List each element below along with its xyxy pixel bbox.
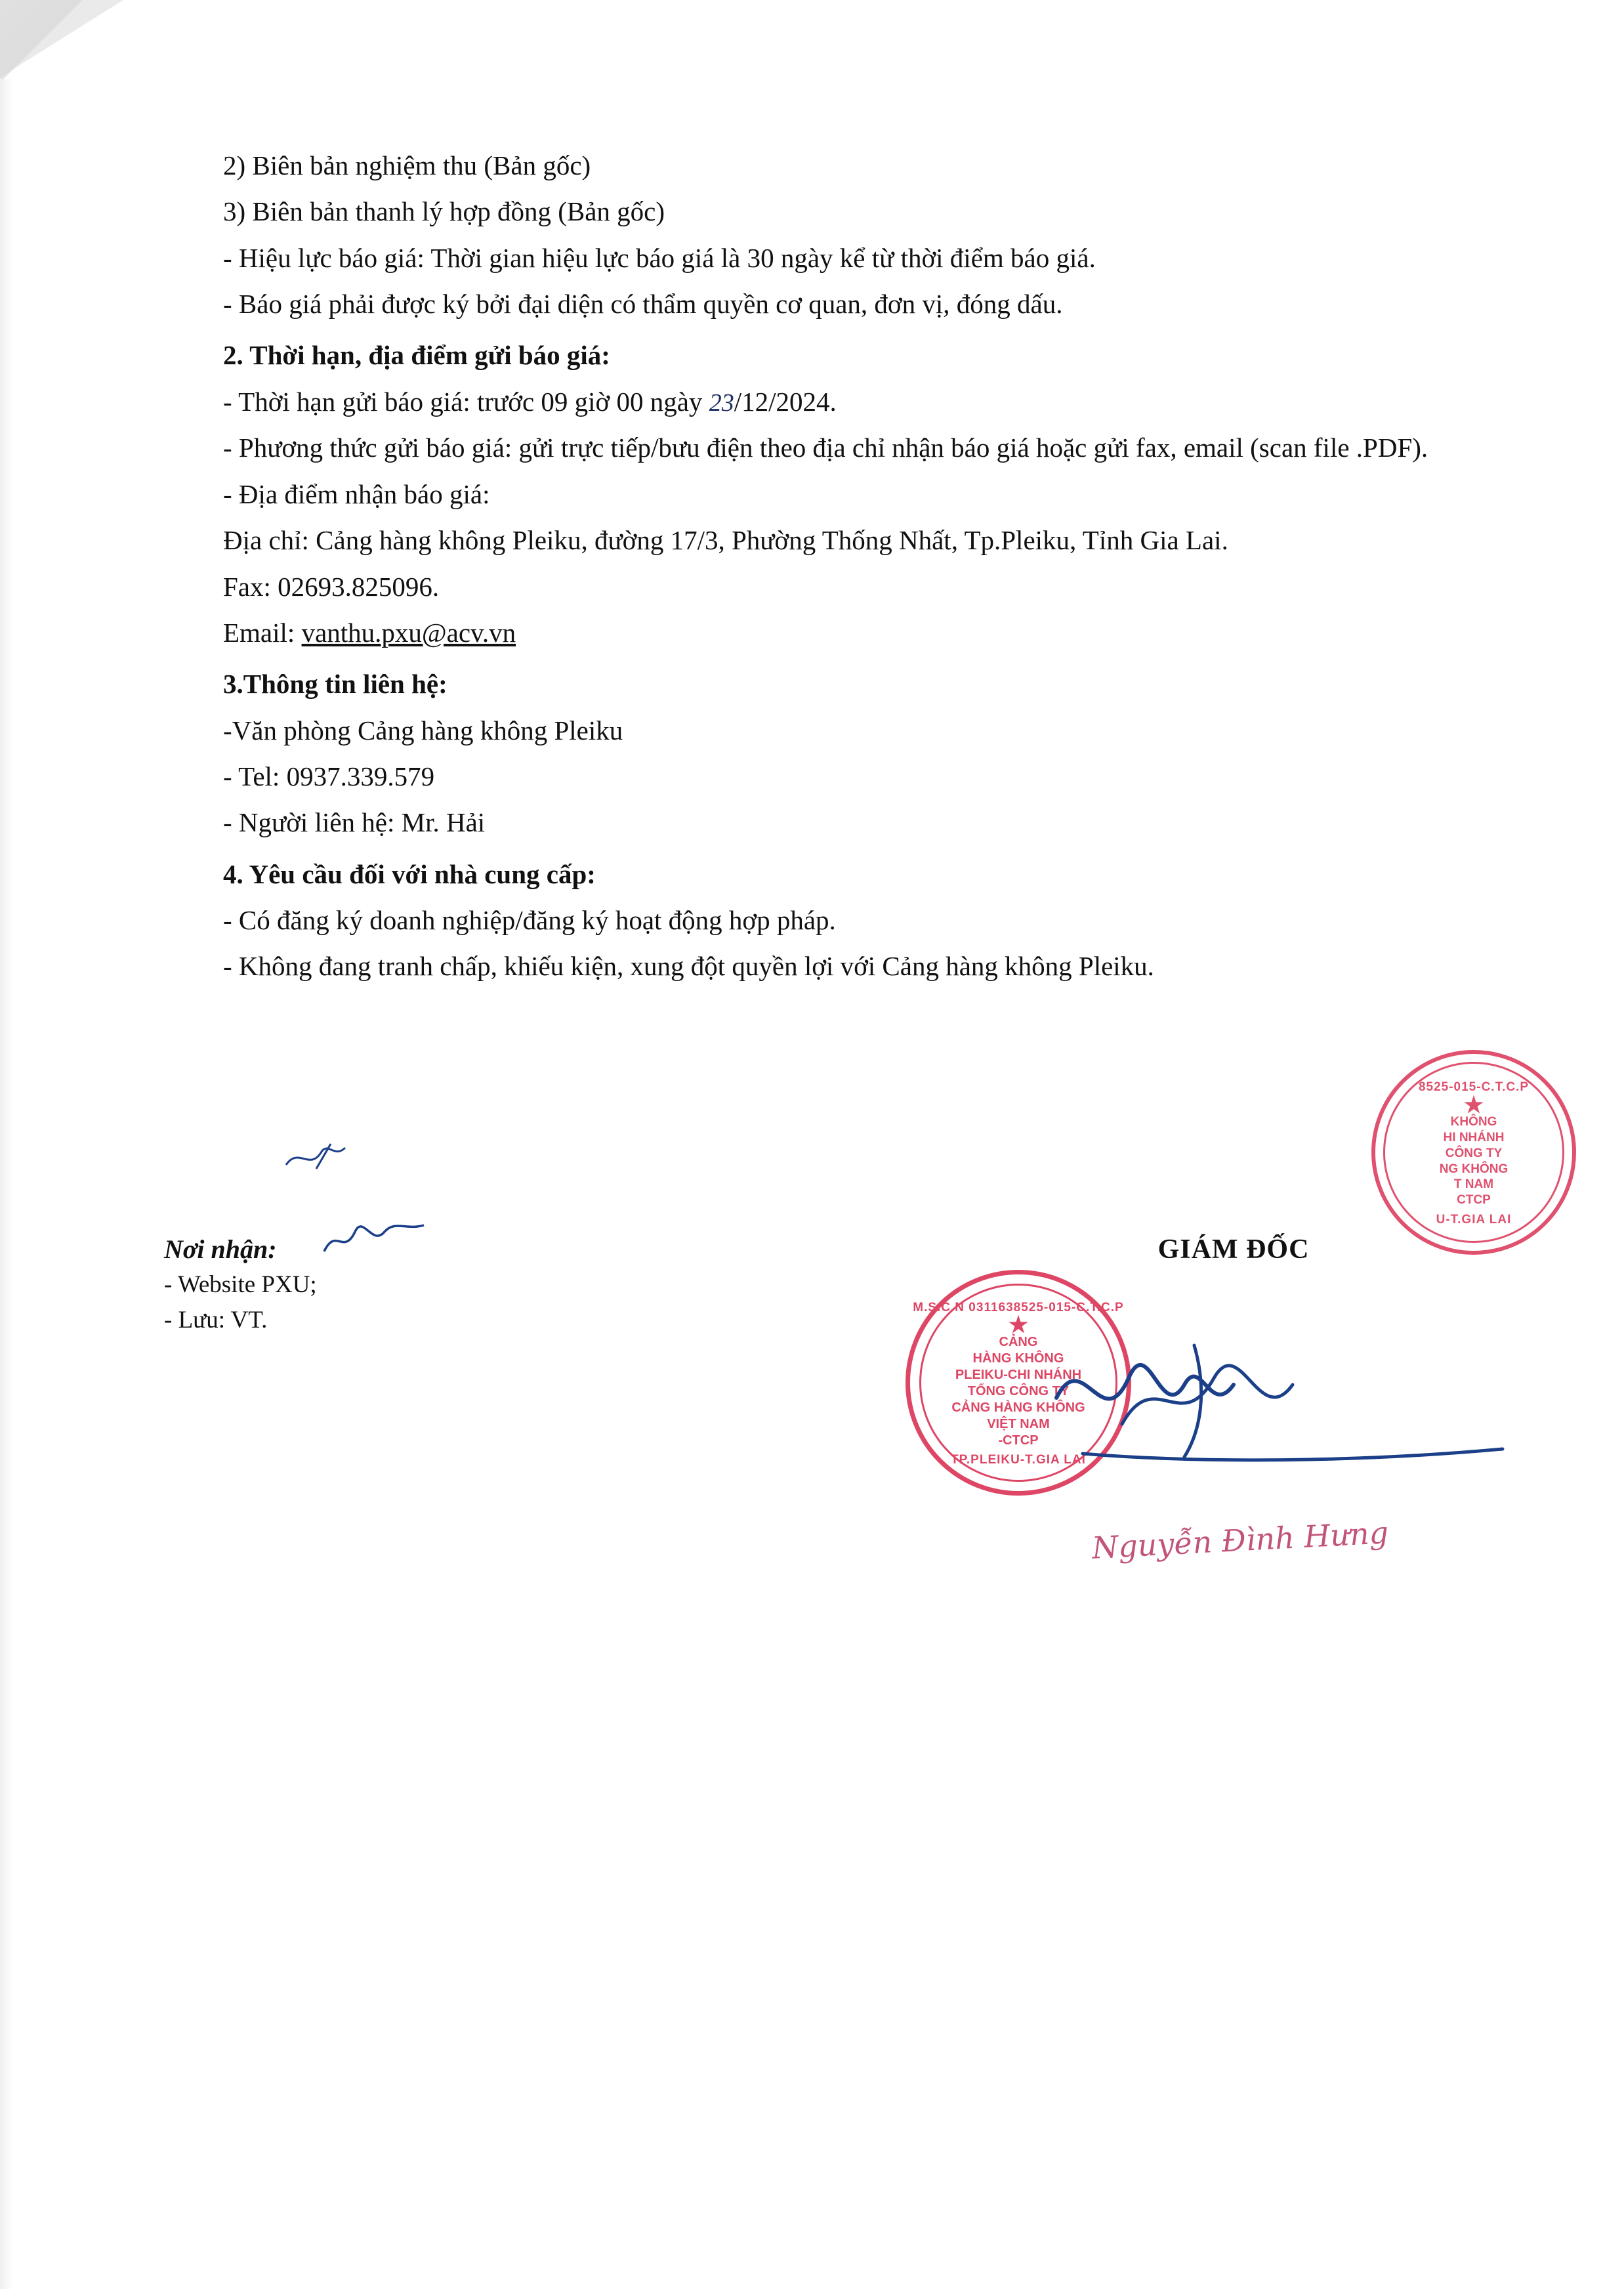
recipients-label: Nơi nhận: xyxy=(164,1234,277,1264)
seal2-line: T NAM xyxy=(1453,1177,1494,1192)
page-left-edge xyxy=(0,0,13,2289)
deadline-text-prefix: - Thời hạn gửi báo giá: trước 09 giờ 00 ngày xyxy=(223,386,709,417)
paragraph-address: Địa chỉ: Cảng hàng không Pleiku, đường 17/3, Phường Thống Nhất, Tp.Pleiku, Tỉnh Gia Lai. xyxy=(223,525,1228,556)
signer-name: Nguyễn Đình Hưng xyxy=(1091,1515,1390,1566)
ink-initial-mark xyxy=(282,1139,354,1178)
paragraph-submission-method: - Phương thức gửi báo giá: gửi trực tiếp/bưu điện theo địa chỉ nhận báo giá hoặc gửi fax, email (scan file .PDF). xyxy=(223,432,1428,463)
seal2-arc-top: 8525-015-C.T.C.P xyxy=(1418,1080,1530,1094)
seal-arc-top: M.S.C.N 0311638525-015-C.T.C.P xyxy=(913,1301,1124,1314)
paragraph-no-dispute: - Không đang tranh chấp, khiếu kiện, xung đột quyền lợi với Cảng hàng không Pleiku. xyxy=(223,951,1154,982)
ink-squiggle-recipients xyxy=(322,1217,427,1263)
seal2-line: CÔNG TY xyxy=(1445,1146,1503,1160)
document-body xyxy=(164,144,1470,992)
deadline-line xyxy=(164,381,1470,423)
seal2-line: CTCP xyxy=(1457,1193,1491,1208)
seal2-line: HI NHÁNH xyxy=(1443,1131,1505,1145)
seal-line: CẢNG xyxy=(999,1335,1038,1350)
list-item: - Báo giá phải được ký bởi đại diện có thẩm quyền cơ quan, đơn vị, đóng dấu. xyxy=(223,289,1063,320)
seal2-arc-bottom: U-T.GIA LAI xyxy=(1436,1213,1512,1227)
deadline-text-suffix: /12/2024. xyxy=(734,386,837,417)
seal-line: PLEIKU-CHI NHÁNH xyxy=(955,1368,1082,1383)
folded-corner-artifact xyxy=(0,0,125,79)
seal2-line: NG KHÔNG xyxy=(1439,1162,1509,1176)
list-item: - Có đăng ký doanh nghiệp/đăng ký hoạt động hợp pháp. xyxy=(223,905,836,936)
seal-star-icon: ★ xyxy=(1008,1312,1029,1337)
seal-line: -CTCP xyxy=(998,1433,1039,1448)
recipient-item: - Lưu: VT. xyxy=(164,1306,268,1334)
fax-line: Fax: 02693.825096. xyxy=(223,571,440,602)
section-heading-2: 2. Thời hạn, địa điểm gửi báo giá: xyxy=(223,340,610,371)
list-item: - Địa điểm nhận báo giá: xyxy=(223,478,490,509)
list-item: 2) Biên bản nghiệm thu (Bản gốc) xyxy=(223,150,591,180)
list-item: - Tel: 0937.339.579 xyxy=(223,761,435,791)
signer-title: GIÁM ĐỐC xyxy=(1157,1234,1310,1265)
recipient-item: - Website PXU; xyxy=(164,1271,317,1298)
seal-line: CẢNG HÀNG KHÔNG xyxy=(951,1400,1085,1416)
list-item: - Hiệu lực báo giá: Thời gian hiệu lực báo giá là 30 ngày kể từ thời điểm báo giá. xyxy=(223,242,1096,273)
list-item: - Người liên hệ: Mr. Hải xyxy=(223,807,486,838)
seal-line: HÀNG KHÔNG xyxy=(972,1351,1064,1366)
section-heading-3: 3.Thông tin liên hệ: xyxy=(223,669,448,700)
handwritten-signature xyxy=(1043,1306,1516,1503)
seal-arc-bottom: TP.PLEIKU-T.GIA LAI xyxy=(951,1453,1086,1467)
handwritten-date: 23 xyxy=(709,388,734,417)
email-line xyxy=(164,612,1470,654)
seal2-line: KHÔNG xyxy=(1450,1115,1497,1129)
seal2-star-icon: ★ xyxy=(1463,1093,1484,1118)
list-item: 3) Biên bản thanh lý hợp đồng (Bản gốc) xyxy=(223,196,665,227)
section-heading-4: 4. Yêu cầu đối với nhà cung cấp: xyxy=(223,858,596,889)
email-link[interactable]: vanthu.pxu@acv.vn xyxy=(301,617,516,648)
seal-line: TỔNG CÔNG TY xyxy=(967,1384,1070,1399)
seal-line: VIỆT NAM xyxy=(987,1417,1050,1432)
company-seal-stamp-secondary xyxy=(1371,1050,1576,1255)
list-item: -Văn phòng Cảng hàng không Pleiku xyxy=(223,715,623,746)
email-label: Email: xyxy=(223,617,302,648)
